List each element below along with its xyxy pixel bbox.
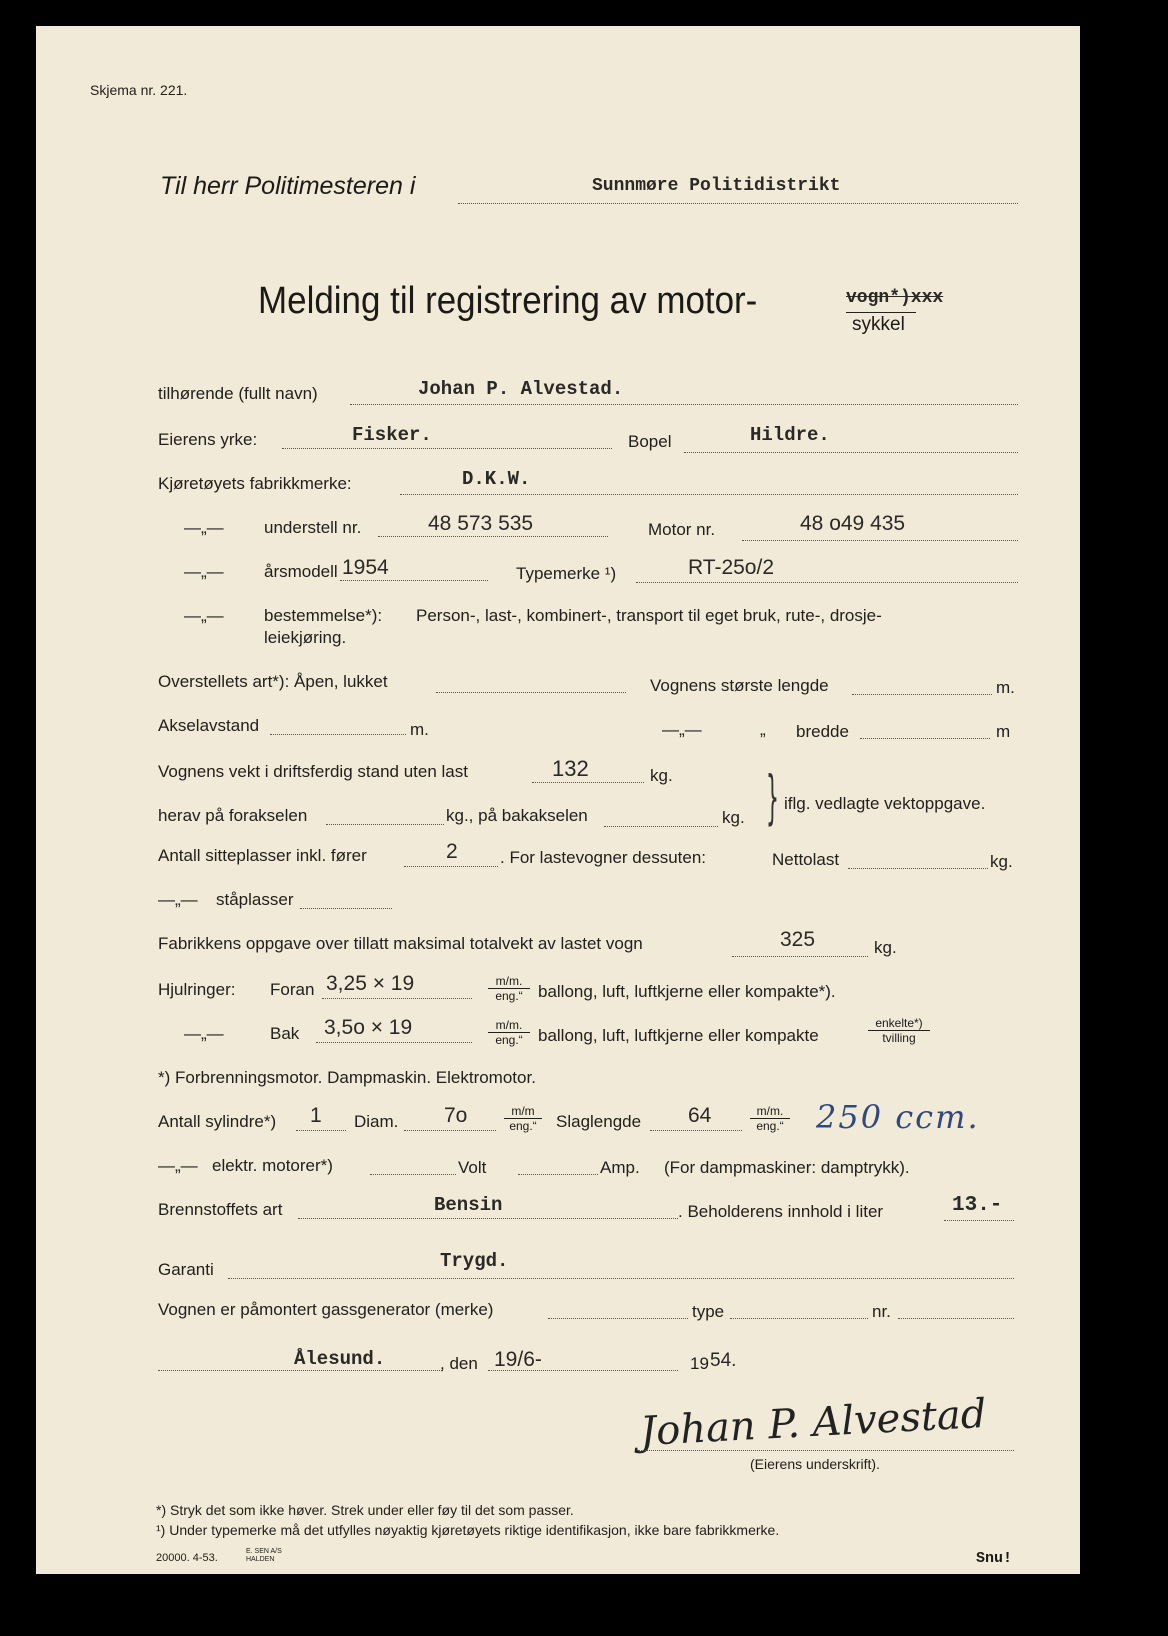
amp-label: Amp. bbox=[600, 1158, 640, 1177]
seats-label: Antall sitteplasser inkl. fører bbox=[158, 846, 367, 865]
cylinders-line bbox=[296, 1130, 346, 1131]
gas-type-label: type bbox=[692, 1302, 725, 1321]
max-weight-line bbox=[732, 956, 868, 957]
wheelbase-line bbox=[270, 734, 406, 735]
year-prefix: 19 bbox=[690, 1354, 709, 1373]
year-value: 1954 bbox=[342, 556, 389, 579]
type-line bbox=[636, 582, 1018, 583]
purpose-options-cont: leiekjøring. bbox=[264, 628, 347, 647]
standing-line bbox=[300, 908, 392, 909]
residence-line bbox=[684, 452, 1018, 453]
weight-unit: kg. bbox=[650, 766, 673, 785]
width-line bbox=[860, 738, 990, 739]
wheelbase-label: Akselavstand bbox=[158, 716, 260, 735]
body-type-line bbox=[436, 692, 626, 693]
diameter-unit: m/m eng.“ bbox=[504, 1104, 542, 1133]
front-axle-line bbox=[326, 824, 444, 825]
handwritten-displacement: 250 ccm. bbox=[816, 1098, 980, 1136]
gas-nr-line bbox=[898, 1318, 1014, 1319]
fuel-value: Bensin bbox=[434, 1194, 503, 1216]
form-number: Skjema nr. 221. bbox=[90, 82, 188, 98]
tank-line bbox=[944, 1220, 1014, 1221]
insurance-label: Garanti bbox=[158, 1260, 214, 1279]
body-type-label: Overstellets art*): Åpen, lukket bbox=[158, 672, 388, 691]
occupation-label: Eierens yrke: bbox=[158, 430, 258, 449]
tires-front-line bbox=[322, 998, 472, 999]
steam-note: (For dampmaskiner: damptrykk). bbox=[664, 1158, 910, 1177]
occupation-line bbox=[282, 448, 612, 449]
footnote-1: *) Stryk det som ikke høver. Strek under eller føy til det som passer. bbox=[156, 1502, 574, 1518]
print-code: 20000. 4-53. bbox=[156, 1552, 218, 1564]
freight-label: . For lastevogner dessuten: bbox=[500, 848, 707, 867]
gas-type-line bbox=[730, 1318, 868, 1319]
purpose-label: bestemmelse*): bbox=[264, 606, 383, 625]
signature-line bbox=[638, 1450, 1014, 1451]
ditto-mark: —„— bbox=[184, 1024, 224, 1043]
type-value: RT-25o/2 bbox=[688, 556, 774, 579]
addressee-line bbox=[458, 203, 1018, 204]
ditto-mark: —„— bbox=[184, 518, 224, 537]
width-label: bredde bbox=[796, 722, 849, 741]
owner-name-label: tilhørende (fullt navn) bbox=[158, 384, 318, 403]
ditto-mark: —„— bbox=[184, 606, 224, 625]
max-weight-value: 325 bbox=[780, 928, 816, 951]
owner-name-line bbox=[350, 404, 1018, 405]
diameter-label: Diam. bbox=[354, 1112, 399, 1131]
fuel-label: Brennstoffets art bbox=[158, 1200, 283, 1219]
tires-rear-unit: m/m. eng.“ bbox=[488, 1018, 530, 1047]
weight-note: iflg. vedlagte vektoppgave. bbox=[784, 794, 986, 813]
footnote-2: ¹) Under typemerke må det utfylles nøyaktig kjøretøyets riktige identifikasjon, ikke bare fabrikkmerke. bbox=[156, 1522, 780, 1538]
residence-label: Bopel bbox=[628, 432, 672, 451]
chassis-value: 48 573 535 bbox=[428, 512, 534, 535]
seats-value: 2 bbox=[446, 840, 458, 863]
diameter-value: 7o bbox=[444, 1104, 468, 1127]
place-value: Ålesund. bbox=[294, 1348, 386, 1370]
tires-rear-value: 3,5o × 19 bbox=[324, 1016, 413, 1039]
date-value: 19/6- bbox=[494, 1348, 542, 1371]
width-ditto: „ bbox=[760, 720, 766, 739]
ditto-mark: —„— bbox=[158, 1156, 198, 1175]
year-label: årsmodell bbox=[264, 562, 338, 581]
tires-label: Hjulringer: bbox=[158, 980, 236, 999]
volt-line bbox=[518, 1174, 598, 1175]
tires-rear-label: Bak bbox=[270, 1024, 300, 1043]
chassis-label: understell nr. bbox=[264, 518, 362, 537]
title-divider bbox=[846, 312, 916, 313]
length-unit: m. bbox=[996, 678, 1015, 697]
net-load-label: Nettolast bbox=[772, 850, 840, 869]
make-label: Kjøretøyets fabrikkmerke: bbox=[158, 474, 352, 493]
occupation-value: Fisker. bbox=[352, 424, 432, 446]
max-weight-label: Fabrikkens oppgave over tillatt maksimal totalvekt av lastet vogn bbox=[158, 934, 643, 953]
width-unit: m bbox=[996, 722, 1011, 741]
make-line bbox=[400, 494, 1018, 495]
max-weight-unit: kg. bbox=[874, 938, 897, 957]
rear-axle-unit: kg. bbox=[722, 808, 745, 827]
gas-label: Vognen er påmontert gassgenerator (merke) bbox=[158, 1300, 494, 1319]
stroke-line bbox=[650, 1130, 742, 1131]
ditto-mark: —„— bbox=[158, 890, 198, 909]
year-line bbox=[340, 580, 488, 581]
fuel-line bbox=[298, 1218, 678, 1219]
engine-number-line bbox=[742, 540, 1018, 541]
ditto-mark: —„— bbox=[662, 720, 702, 739]
turn-over-note: Snu! bbox=[976, 1550, 1013, 1567]
net-load-line bbox=[848, 868, 988, 869]
owner-name-value: Johan P. Alvestad. bbox=[418, 378, 624, 400]
brace: } bbox=[766, 763, 779, 831]
weight-value: 132 bbox=[552, 756, 589, 781]
addressee-label: Til herr Politimesteren i bbox=[160, 172, 416, 200]
electric-line bbox=[370, 1174, 456, 1175]
stroke-unit: m/m. eng.“ bbox=[750, 1104, 790, 1133]
place-line bbox=[158, 1370, 442, 1371]
year-suffix: 54. bbox=[710, 1350, 737, 1371]
residence-value: Hildre. bbox=[750, 424, 830, 446]
length-line bbox=[852, 694, 992, 695]
cylinders-label: Antall sylindre*) bbox=[158, 1112, 277, 1131]
title-option-sykkel: sykkel bbox=[852, 314, 905, 335]
weight-label: Vognens vekt i driftsferdig stand uten last bbox=[158, 762, 468, 781]
page-title: Melding til registrering av motor- bbox=[258, 280, 758, 322]
volt-label: Volt bbox=[458, 1158, 487, 1177]
signature-label: (Eierens underskrift). bbox=[750, 1456, 880, 1472]
weight-line bbox=[532, 782, 644, 783]
length-label: Vognens største lengde bbox=[650, 676, 829, 695]
tires-front-label: Foran bbox=[270, 980, 315, 999]
engine-number-value: 48 o49 435 bbox=[800, 512, 906, 535]
tires-single-twin: enkelte*) tvilling bbox=[868, 1016, 930, 1045]
owner-signature: Johan P. Alvestad bbox=[639, 1390, 988, 1456]
front-axle-label: herav på forakselen bbox=[158, 806, 308, 825]
tires-rear-desc: ballong, luft, luftkjerne eller kompakte bbox=[538, 1026, 819, 1045]
insurance-line bbox=[228, 1278, 1014, 1279]
chassis-line bbox=[378, 536, 608, 537]
cylinders-value: 1 bbox=[310, 1104, 322, 1127]
stroke-label: Slaglengde bbox=[556, 1112, 642, 1131]
tires-rear-line bbox=[316, 1042, 472, 1043]
title-option-vogn: vogn*)xxx bbox=[846, 288, 944, 308]
engine-number-label: Motor nr. bbox=[648, 520, 716, 539]
engine-types: *) Forbrenningsmotor. Dampmaskin. Elektromotor. bbox=[158, 1068, 536, 1087]
tires-front-value: 3,25 × 19 bbox=[326, 972, 415, 995]
date-label: , den bbox=[440, 1354, 478, 1373]
electric-label: elektr. motorer*) bbox=[212, 1156, 333, 1175]
tires-front-unit: m/m. eng.“ bbox=[488, 974, 530, 1003]
type-label: Typemerke ¹) bbox=[516, 564, 617, 583]
addressee-value: Sunnmøre Politidistrikt bbox=[592, 176, 841, 196]
tank-label: . Beholderens innhold i liter bbox=[678, 1202, 884, 1221]
rear-axle-label: kg., på bakakselen bbox=[446, 806, 588, 825]
net-load-unit: kg. bbox=[990, 852, 1013, 871]
seats-line bbox=[404, 866, 498, 867]
ditto-mark: —„— bbox=[184, 562, 224, 581]
printer-mark: E. SEN A/S HALDEN bbox=[246, 1548, 282, 1563]
make-value: D.K.W. bbox=[462, 468, 531, 490]
standing-label: ståplasser bbox=[216, 890, 294, 909]
wheelbase-unit: m. bbox=[410, 720, 429, 739]
diameter-line bbox=[404, 1130, 496, 1131]
gas-nr-label: nr. bbox=[872, 1302, 891, 1321]
tires-front-desc: ballong, luft, luftkjerne eller kompakte*). bbox=[538, 982, 836, 1001]
tank-value: 13.- bbox=[952, 1194, 1003, 1217]
purpose-options: Person-, last-, kombinert-, transport til eget bruk, rute-, drosje- bbox=[416, 606, 882, 625]
rear-axle-line bbox=[604, 826, 718, 827]
stroke-value: 64 bbox=[688, 1104, 712, 1127]
insurance-value: Trygd. bbox=[440, 1250, 509, 1272]
gas-line bbox=[548, 1318, 688, 1319]
